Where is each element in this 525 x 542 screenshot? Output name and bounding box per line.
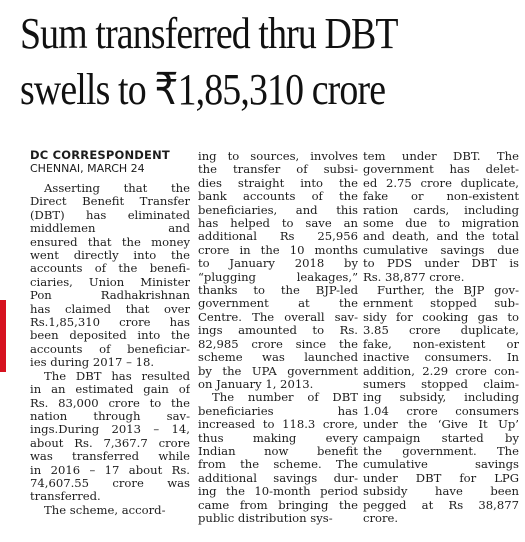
article-line: ings.During 2013 – 14,	[30, 423, 190, 437]
article-line: “plugging leakages,”	[198, 270, 358, 284]
article-line: ration cards, including	[363, 203, 519, 217]
article-line: thus making every	[198, 431, 358, 445]
article-line: ensured that the money	[30, 235, 190, 249]
article-line: public distribution sys-	[198, 511, 333, 525]
article-line: cumulative savings	[363, 458, 519, 472]
article-line: The number of DBT	[212, 391, 358, 405]
article-line: has helped to save an	[198, 217, 358, 231]
headline-line-1: Sum transferred thru DBT	[20, 9, 398, 58]
article-line: government at the	[198, 297, 358, 311]
article-line: fake or non-existent	[363, 190, 519, 204]
article-line: Direct Benefit Transfer	[30, 195, 190, 209]
article-line: about Rs. 7,367.7 crore	[30, 436, 190, 450]
headline-line-2: swells to ₹1,85,310 crore	[20, 65, 386, 114]
article-line: additional savings dur-	[198, 471, 358, 485]
article-line: beneficiaries has	[198, 404, 358, 418]
article-line: The scheme, accord-	[44, 503, 166, 517]
article-line: from the scheme. The	[198, 458, 358, 472]
article-line: subsidy have been	[363, 485, 519, 499]
article-line: Asserting that the	[44, 182, 190, 195]
article-line: cumulative savings due	[363, 243, 519, 257]
headline	[20, 6, 446, 118]
article-line: inactive consumers. In	[363, 351, 519, 365]
article-line: nation through sav-	[30, 409, 190, 423]
article-line: Further, the BJP gov-	[377, 284, 519, 298]
article-line: addition, 2.29 crore con-	[363, 364, 519, 378]
dateline: CHENNAI, MARCH 24	[30, 162, 145, 175]
article-line: Rs. 38,877 crore.	[363, 270, 465, 284]
article-line: some due to migration	[363, 217, 519, 231]
article-line: thanks to the BJP-led	[198, 284, 358, 298]
article-line: pegged at Rs 38,877	[363, 498, 519, 512]
article-line: increased to 118.3 crore,	[198, 418, 358, 432]
article-line: 1.04 crore consumers	[363, 404, 519, 418]
article-line: Rs. 83,000 crore to the	[30, 396, 190, 410]
article-line: middlemen and	[30, 222, 190, 236]
article-column-1	[30, 148, 190, 517]
article-line: additional Rs 25,956	[198, 230, 358, 244]
article-line: accounts of beneficiar-	[30, 342, 190, 356]
article-column-2	[198, 150, 358, 525]
article-line: transferred.	[30, 490, 101, 504]
article-line: went directly into the	[30, 249, 190, 263]
article-line: been deposited into the	[30, 329, 190, 343]
article-line: government has delet-	[363, 163, 519, 177]
article-line: ing subsidy, including	[363, 391, 519, 405]
article-line: ings amounted to Rs.	[198, 324, 358, 338]
column-2-text	[198, 150, 358, 525]
article-line: fake, non-existent or	[363, 337, 519, 351]
red-accent-bar	[0, 300, 6, 372]
article-line: 82,985 crore since the	[198, 337, 358, 351]
byline: DC CORRESPONDENT	[30, 148, 170, 162]
article-line: ing to sources, involves	[198, 150, 358, 163]
article-line: (DBT) has eliminated	[30, 208, 190, 222]
article-line: in 2016 – 17 about Rs.	[30, 463, 190, 477]
article-line: under DBT for LPG	[363, 471, 519, 485]
article-line: under the ‘Give It Up’	[363, 418, 519, 432]
column-3-text	[363, 150, 519, 525]
article-line: dies straight into the	[198, 176, 358, 190]
article-line: The DBT has resulted	[44, 369, 190, 383]
article-line: Rs.1,85,310 crore has	[30, 316, 190, 330]
article-line: to January 2018 by	[198, 257, 358, 271]
article-line: ing the 10-month period	[198, 485, 358, 499]
article-line: to PDS under DBT is	[363, 257, 519, 271]
article-line: ciaries, Union Minister	[30, 275, 190, 289]
article-line: Centre. The overall sav-	[198, 310, 358, 324]
article-line: and death, and the total	[363, 230, 519, 244]
article-line: the government. The	[363, 444, 519, 458]
article-line: sidy for cooking gas to	[363, 310, 519, 324]
article-line: ed 2.75 crore duplicate,	[363, 176, 519, 190]
article-line: ernment stopped sub-	[363, 297, 519, 311]
article-line: by the UPA government	[198, 364, 358, 378]
article-line: 74,607.55 crore was	[30, 476, 190, 490]
article-line: has claimed that over	[30, 302, 190, 316]
article-line: crore.	[363, 511, 399, 525]
article-line: Indian now benefit	[198, 444, 358, 458]
article-line: 3.85 crore duplicate,	[363, 324, 519, 338]
article-line: beneficiaries, and this	[198, 203, 358, 217]
article-line: was transferred while	[30, 450, 190, 464]
article-line: Pon Radhakrishnan	[30, 289, 190, 303]
article-line: the transfer of subsi-	[198, 163, 358, 177]
article-line: tem under DBT. The	[363, 150, 519, 163]
article-line: came from bringing the	[198, 498, 358, 512]
article-line: bank accounts of the	[198, 190, 358, 204]
article-line: sumers stopped claim-	[363, 377, 519, 391]
article-line: crore in the 10 months	[198, 243, 358, 257]
article-line: in an estimated gain of	[30, 383, 190, 397]
article-line: campaign started by	[363, 431, 519, 445]
article-line: ies during 2017 – 18.	[30, 356, 155, 370]
column-1-text	[30, 182, 190, 517]
article-column-3	[363, 150, 519, 525]
article-line: on January 1, 2013.	[198, 377, 314, 391]
article-line: scheme was launched	[198, 351, 358, 365]
article-line: accounts of the benefi-	[30, 262, 190, 276]
